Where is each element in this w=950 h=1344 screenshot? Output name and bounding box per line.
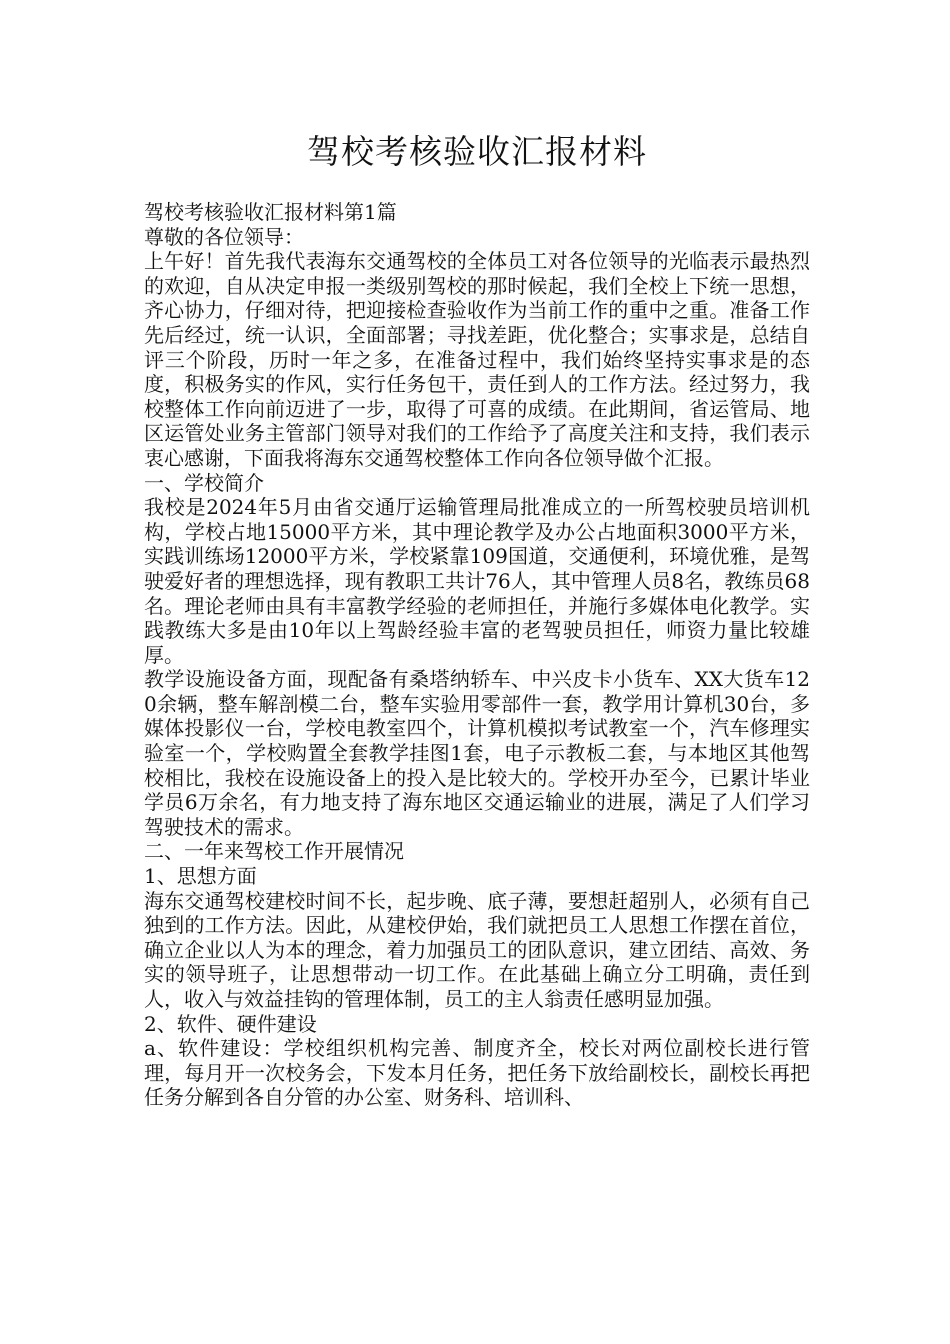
document-title: 驾校考核验收汇报材料	[307, 132, 647, 171]
section-subtitle: 驾校考核验收汇报材料第1篇	[144, 200, 397, 224]
salutation: 尊敬的各位领导：	[144, 224, 304, 249]
heading-work-progress: 二、一年来驾校工作开展情况	[144, 839, 404, 864]
paragraph-thought: 海东交通驾校建校时间不长，起步晚、底子薄，要想赶超别人，必须有自己独到的工作方法。因此，从建校伊始，我们就把员工人思想工作摆在首位，确立企业以人为本的理念，着力加强员工的团队意识，建立团结、高效、务实的领导班子，让思想带动一切工作。在此基础上确立分工明确，责任到人，收入与效益挂钩的管理体制，员工的主人翁责任感明显加强。	[144, 888, 810, 1011]
heading-thought: 1、思想方面	[144, 864, 257, 889]
document-page	[144, 0, 810, 1110]
document-body	[144, 200, 810, 1110]
paragraph-facilities: 教学设施设备方面，现配备有桑塔纳轿车、中兴皮卡小货车、XX大货车120余辆，整车解剖模二台，整车实验用零部件一套，教学用计算机30台，多媒体投影仪一台，学校电教室四个，计算机模拟考试教室一个，汽车修理实验室一个，学校购置全套教学挂图1套，电子示教板二套，与本地区其他驾校相比，我校在设施设备上的投入是比较大的。学校开办至今，已累计毕业学员6万余名，有力地支持了海东地区交通运输业的进展，满足了人们学习驾驶技术的需求。	[144, 667, 810, 839]
paragraph-school-intro: 我校是2024年5月由省交通厅运输管理局批准成立的一所驾校驶员培训机构，学校占地15000平方米，其中理论教学及办公占地面积3000平方米，实践训练场12000平方米，学校紧靠109国道，交通便利，环境优雅，是驾驶爱好者的理想选择，现有教职工共计76人，其中管理人员8名，教练员68名。理论老师由具有丰富教学经验的老师担任，并施行多媒体电化教学。实践教练大多是由10年以上驾龄经验丰富的老驾驶员担任，师资力量比较雄厚。	[144, 495, 810, 667]
paragraph-greeting: 上午好！首先我代表海东交通驾校的全体员工对各位领导的光临表示最热烈的欢迎，自从决定申报一类级别驾校的那时候起，我们全校上下统一思想，齐心协力，仔细对待，把迎接检查验收作为当前工作的重中之重。准备工作先后经过，统一认识，全面部署；寻找差距，优化整合；实事求是，总结自评三个阶段，历时一年之多，在准备过程中，我们始终坚持实事求是的态度，积极务实的作风，实行任务包干，责任到人的工作方法。经过努力，我校整体工作向前迈进了一步，取得了可喜的成绩。在此期间，省运管局、地区运管处业务主管部门领导对我们的工作给予了高度关注和支持，我们表示衷心感谢，下面我将海东交通驾校整体工作向各位领导做个汇报。	[144, 249, 810, 470]
heading-school-intro: 一、学校简介	[144, 470, 264, 495]
heading-software-hardware: 2、软件、硬件建设	[144, 1011, 317, 1036]
paragraph-software: a、软件建设：学校组织机构完善、制度齐全，校长对两位副校长进行管理，每月开一次校务会，下发本月任务，把任务下放给副校长，副校长再把任务分解到各自分管的办公室、财务科、培训科、	[144, 1036, 810, 1110]
